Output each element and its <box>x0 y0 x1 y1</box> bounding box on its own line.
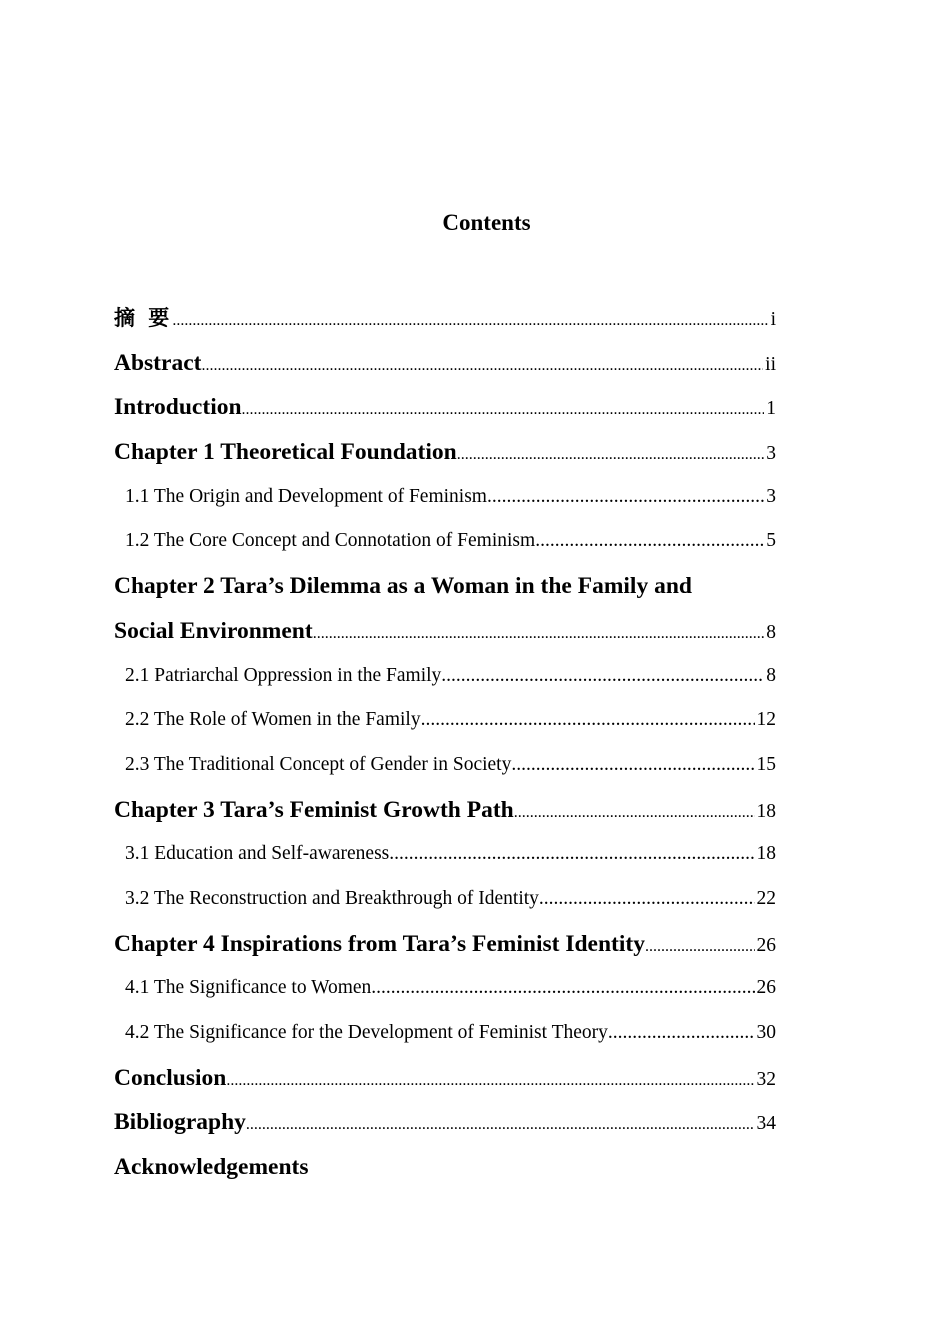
toc-entry-chapter-3[interactable] <box>114 788 776 833</box>
toc-dot-leader <box>389 832 754 877</box>
toc-entry-label: Introduction <box>114 394 242 421</box>
toc-dot-leader <box>172 299 768 341</box>
toc-entry-section-1-2[interactable] <box>114 519 776 564</box>
toc-page-number: 32 <box>756 1068 776 1090</box>
table-of-contents <box>114 296 776 1190</box>
toc-entry-label: Bibliography <box>114 1109 246 1136</box>
toc-entry-label: 4.2 The Significance for the Development of Feminist Theory <box>125 1022 608 1043</box>
toc-page-number: 8 <box>766 621 776 643</box>
toc-page-number: 18 <box>756 800 776 822</box>
toc-entry-label: Chapter 4 Inspirations from Tara’s Feminist Identity <box>114 930 645 957</box>
toc-entry-label-line-1: Chapter 2 Tara’s Dilemma as a Woman in the Family and <box>114 573 692 600</box>
toc-dot-leader <box>514 791 755 833</box>
page-title: Contents <box>442 210 531 235</box>
toc-page-number: 30 <box>756 1022 776 1043</box>
toc-entry-chapter-1[interactable] <box>114 430 776 475</box>
toc-entry-chapter-2-line-1[interactable] <box>114 564 776 609</box>
toc-entry-section-4-2[interactable] <box>114 1011 776 1056</box>
toc-entry-label: 3.1 Education and Self-awareness <box>125 843 390 865</box>
toc-dot-leader <box>645 925 755 967</box>
toc-entry-label: Conclusion <box>114 1064 227 1091</box>
toc-entry-label: 2.1 Patriarchal Oppression in the Family <box>125 664 442 686</box>
toc-entry-label: 2.2 The Role of Women in the Family <box>125 709 421 731</box>
toc-entry-section-4-1[interactable] <box>114 966 776 1011</box>
toc-entry-chapter-2[interactable] <box>114 609 776 654</box>
toc-entry-acknowledgements[interactable] <box>114 1145 776 1190</box>
toc-entry-abstract-chinese[interactable] <box>114 296 776 341</box>
toc-entry-chapter-4[interactable] <box>114 922 776 967</box>
toc-entry-label: Chapter 3 Tara’s Feminist Growth Path <box>114 796 514 823</box>
toc-entry-label: 3.2 The Reconstruction and Breakthrough of Identity <box>125 887 539 909</box>
toc-entry-section-3-2[interactable] <box>114 877 776 922</box>
toc-entry-label: Chapter 1 Theoretical Foundation <box>114 439 457 466</box>
toc-page-number: 34 <box>756 1113 776 1135</box>
toc-entry-label: 摘 要 <box>114 306 173 330</box>
toc-dot-leader <box>487 475 764 520</box>
toc-dot-leader <box>371 966 754 1011</box>
toc-entry-section-3-1[interactable] <box>114 832 776 877</box>
toc-entry-section-2-2[interactable] <box>114 698 776 743</box>
toc-entry-label: Abstract <box>114 349 202 376</box>
toc-dot-leader <box>511 743 754 788</box>
toc-page-number: ii <box>765 353 776 375</box>
toc-entry-section-2-1[interactable] <box>114 654 776 699</box>
toc-dot-leader <box>539 877 755 922</box>
toc-page-number: 26 <box>756 977 776 999</box>
toc-dot-leader <box>441 654 764 699</box>
toc-page-number: 5 <box>766 530 776 552</box>
toc-entry-label: Social Environment <box>114 617 313 644</box>
toc-entry-label: Acknowledgements <box>114 1154 309 1181</box>
toc-page-number: 3 <box>766 443 776 465</box>
toc-page-number: 3 <box>766 485 776 507</box>
toc-page-number: 18 <box>756 843 776 865</box>
toc-dot-leader <box>608 1011 755 1056</box>
toc-entry-section-2-3[interactable] <box>114 743 776 788</box>
toc-entry-label: 1.2 The Core Concept and Connotation of Feminism <box>125 530 536 552</box>
toc-page-number: 22 <box>756 887 776 909</box>
toc-dot-leader <box>535 519 764 564</box>
toc-entry-introduction[interactable] <box>114 385 776 430</box>
toc-entry-label: 4.1 The Significance to Women <box>125 977 372 999</box>
toc-entry-abstract[interactable] <box>114 341 776 386</box>
toc-entry-label: 1.1 The Origin and Development of Feminism <box>125 485 487 507</box>
toc-page-number: 8 <box>766 664 776 686</box>
toc-entry-section-1-1[interactable] <box>114 475 776 520</box>
toc-entry-conclusion[interactable] <box>114 1056 776 1101</box>
toc-dot-leader <box>226 1059 754 1101</box>
toc-page-number: i <box>770 309 776 330</box>
toc-page-number: 26 <box>756 934 776 956</box>
toc-dot-leader <box>421 698 755 743</box>
toc-dot-leader <box>242 388 765 430</box>
toc-entry-label: 2.3 The Traditional Concept of Gender in Society <box>125 753 512 775</box>
toc-dot-leader <box>457 433 765 475</box>
toc-page-number: 12 <box>756 709 776 731</box>
toc-page-number: 1 <box>766 398 776 420</box>
toc-dot-leader <box>313 612 765 654</box>
toc-page-number: 15 <box>756 753 776 775</box>
toc-dot-leader <box>246 1103 755 1145</box>
toc-dot-leader <box>201 344 763 386</box>
toc-entry-bibliography[interactable] <box>114 1100 776 1145</box>
